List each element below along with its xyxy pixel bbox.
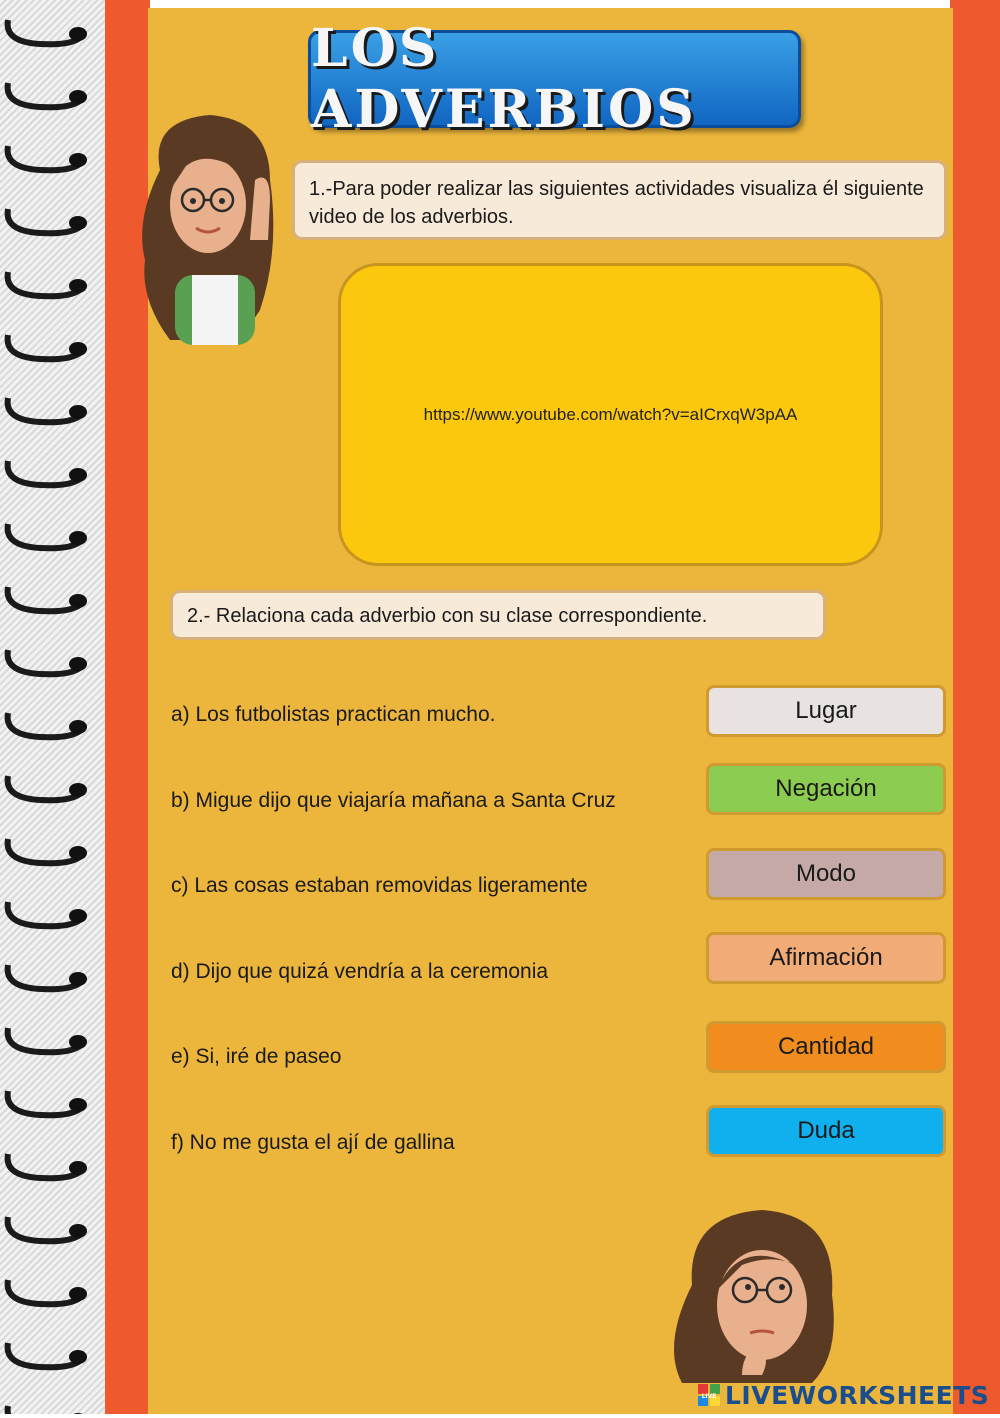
spiral-hole xyxy=(69,531,87,545)
spiral-hole xyxy=(69,1224,87,1238)
title-banner xyxy=(308,18,801,140)
spiral-hole xyxy=(69,342,87,356)
page-title: LOS ADVERBIOS xyxy=(311,18,697,140)
video-link-box[interactable] xyxy=(338,263,883,566)
spiral-ring xyxy=(8,1406,84,1414)
sentence-b: b) Migue dijo que viajaría mañana a Santa Cruz xyxy=(171,789,616,812)
spiral-hole xyxy=(69,1287,87,1301)
option-duda[interactable]: Duda xyxy=(706,1105,946,1157)
video-link[interactable]: https://www.youtube.com/watch?v=aICrxqW3pAA xyxy=(423,404,798,424)
instruction-1: 1.-Para poder realizar las siguientes actividades visualiza él siguiente video de los adverbios. xyxy=(292,160,947,240)
instruction-2: 2.- Relaciona cada adverbio con su clase correspondiente. xyxy=(170,590,826,640)
sentence-d: d) Dijo que quizá vendría a la ceremonia xyxy=(171,960,549,983)
option-afirmacion[interactable]: Afirmación xyxy=(706,932,946,984)
spiral-hole xyxy=(69,720,87,734)
spiral-hole xyxy=(69,1098,87,1112)
logo-mark-icon xyxy=(697,1383,721,1407)
notebook-spiral-binding xyxy=(0,0,105,1414)
sentence-c: c) Las cosas estaban removidas ligeramente xyxy=(171,874,588,897)
teacher-avatar-waving xyxy=(130,110,298,345)
logo-squares xyxy=(697,1383,721,1407)
option-cantidad[interactable]: Cantidad xyxy=(706,1021,946,1073)
spiral-hole xyxy=(69,1161,87,1175)
spiral-hole xyxy=(69,153,87,167)
spiral-rings xyxy=(0,0,105,1414)
spiral-hole xyxy=(69,405,87,419)
spiral-hole xyxy=(69,594,87,608)
spiral-hole xyxy=(69,27,87,41)
spiral-hole xyxy=(69,1035,87,1049)
frame-right xyxy=(950,0,1000,1414)
option-modo[interactable]: Modo xyxy=(706,848,946,900)
sentence-a: a) Los futbolistas practican mucho. xyxy=(171,703,496,726)
spiral-hole xyxy=(69,846,87,860)
spiral-hole xyxy=(69,216,87,230)
sentence-f: f) No me gusta el ají de gallina xyxy=(171,1131,455,1154)
teacher-avatar-thinking xyxy=(662,1205,847,1383)
spiral-hole xyxy=(69,909,87,923)
spiral-hole xyxy=(69,279,87,293)
option-lugar[interactable]: Lugar xyxy=(706,685,946,737)
logo-mark-text: LIVE xyxy=(701,1393,717,1400)
sentence-e: e) Si, iré de paseo xyxy=(171,1045,342,1068)
spiral-hole xyxy=(69,657,87,671)
logo-text: LIVEWORKSHEETS xyxy=(725,1380,990,1410)
liveworksheets-logo xyxy=(697,1380,989,1410)
spiral-hole xyxy=(69,468,87,482)
spiral-hole xyxy=(69,972,87,986)
spiral-hole xyxy=(69,90,87,104)
spiral-hole xyxy=(69,1350,87,1364)
spiral-hole xyxy=(69,783,87,797)
option-negacion[interactable]: Negación xyxy=(706,763,946,815)
